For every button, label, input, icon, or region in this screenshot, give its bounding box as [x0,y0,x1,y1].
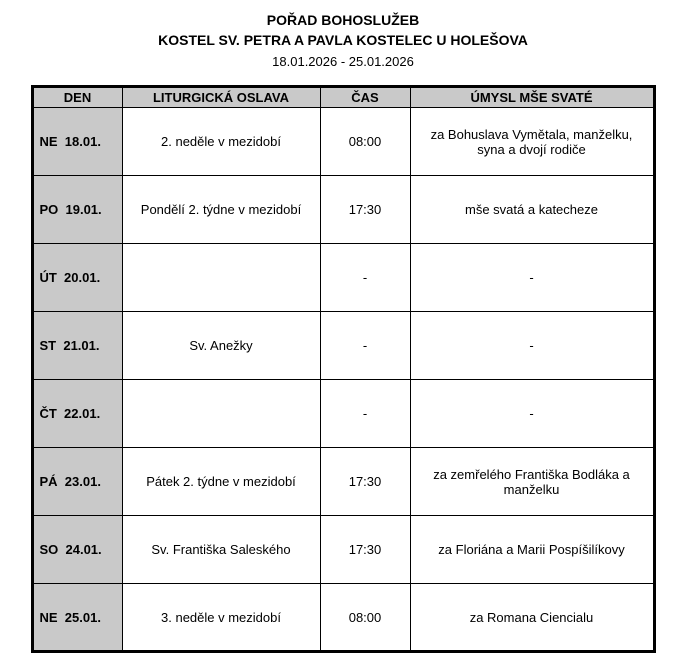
column-header-liturgicka-oslava: LITURGICKÁ OSLAVA [122,87,320,108]
document-subtitle: KOSTEL SV. PETRA A PAVLA KOSTELEC U HOLEŠOVA [158,32,528,49]
time-cell: - [320,312,410,380]
table-row [32,312,654,380]
intention-cell: mše svatá a katecheze [410,176,654,244]
table-row [32,448,654,516]
table-row [32,516,654,584]
time-cell: - [320,244,410,312]
time-cell: 08:00 [320,584,410,652]
column-header-umysl-mse-svate: ÚMYSL MŠE SVATÉ [410,87,654,108]
document-title: POŘAD BOHOSLUŽEB [266,12,420,28]
intention-cell: - [410,380,654,448]
time-cell: 17:30 [320,516,410,584]
celebration-cell: 2. neděle v mezidobí [122,108,320,176]
column-header-cas: ČAS [320,87,410,108]
celebration-cell: 3. neděle v mezidobí [122,584,320,652]
celebration-cell: Sv. Anežky [122,312,320,380]
table-row [32,584,654,652]
table-header-row [32,87,654,108]
celebration-cell: Sv. Františka Saleského [122,516,320,584]
intention-cell: za Romana Ciencialu [410,584,654,652]
time-cell: 17:30 [320,176,410,244]
intention-cell: - [410,312,654,380]
table-row [32,108,654,176]
celebration-cell [122,380,320,448]
date-range: 18.01.2026 - 25.01.2026 [272,53,414,69]
intention-cell: za zemřelého Františka Bodláka a manželku [410,448,654,516]
time-cell: 08:00 [320,108,410,176]
intention-cell: za Bohuslava Vymětala, manželku, syna a dvojí rodiče [410,108,654,176]
schedule-table [31,85,656,653]
time-cell: - [320,380,410,448]
intention-cell: za Floriána a Marii Pospíšilíkovy [410,516,654,584]
day-cell: PO 19.01. [32,176,122,244]
day-cell: PÁ 23.01. [32,448,122,516]
table-row [32,244,654,312]
column-header-den: DEN [32,87,122,108]
table-row [32,380,654,448]
day-cell: NE 18.01. [32,108,122,176]
day-cell: ÚT 20.01. [32,244,122,312]
document-header [0,10,686,71]
day-cell: NE 25.01. [32,584,122,652]
day-cell: ST 21.01. [32,312,122,380]
table-row [32,176,654,244]
day-cell: ČT 22.01. [32,380,122,448]
time-cell: 17:30 [320,448,410,516]
day-cell: SO 24.01. [32,516,122,584]
intention-cell: - [410,244,654,312]
celebration-cell [122,244,320,312]
celebration-cell: Pátek 2. týdne v mezidobí [122,448,320,516]
celebration-cell: Pondělí 2. týdne v mezidobí [122,176,320,244]
